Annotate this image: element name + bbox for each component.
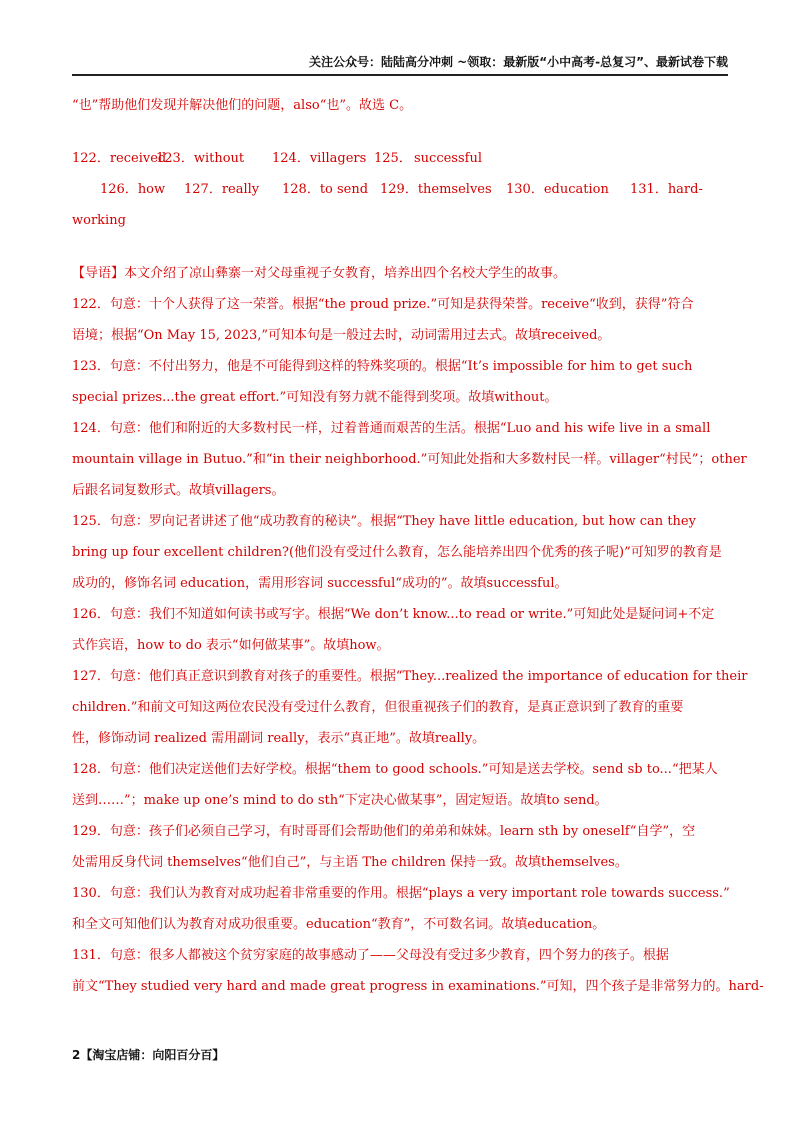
- page-header: 关注公众号：陆陆高分冲刺 ~领取：最新版“小中高考-总复习”、最新试卷下载: [72, 52, 728, 76]
- explanation-line: 语境；根据“On May 15, 2023,”可知本句是一般过去时，动词需用过去式。故填received。: [72, 328, 611, 343]
- explanation-line: 127．句意：他们真正意识到教育对孩子的重要性。根据“They...realized the importance of education for their: [72, 669, 748, 684]
- explanation-line: 128．句意：他们决定送他们去好学校。根据“them to good schools.”可知是送去学校。send sb to...“把某人: [72, 762, 718, 777]
- explanation-line: 性，修饰动词 realized 需用副词 really，表示“真正地”。故填really。: [72, 731, 486, 746]
- answer-item: 122．received: [72, 151, 167, 166]
- explanation-line: 126．句意：我们不知道如何读书或写字。根据“We don’t know...to read or write.”可知此处是疑问词+不定: [72, 607, 715, 622]
- explanation-line: 129．句意：孩子们必须自己学习，有时哥哥们会帮助他们的弟弟和妹妹。learn sth by oneself“自学”，空: [72, 824, 696, 839]
- explanation-line: 130．句意：我们认为教育对成功起着非常重要的作用。根据“plays a very important role towards success.”: [72, 886, 730, 901]
- explanations: [72, 289, 764, 1002]
- answer-item: 124．villagers: [272, 151, 367, 166]
- answer-row-1: [72, 143, 728, 174]
- guide-text: 本文介绍了凉山彝寨一对父母重视子女教育，培养出四个名校大学生的故事。: [124, 266, 567, 281]
- explanation-line: mountain village in Butuo.”和“in their neighborhood.”可知此处指和大多数村民一样。villager“村民”；other: [72, 452, 747, 467]
- answer-item: 127．really: [184, 182, 260, 197]
- explanation-line: 131．句意：很多人都被这个贫穷家庭的故事感动了——父母没有受过多少教育，四个努力的孩子。根据: [72, 948, 669, 963]
- explanation-line: children.”和前文可知这两位农民没有受过什么教育，但很重视孩子们的教育，是真正意识到了教育的重要: [72, 700, 684, 715]
- answer-item: 131．hard-: [630, 182, 703, 197]
- answer-item: 125．: [374, 151, 412, 166]
- explanation-line: special prizes...the great effort.”可知没有努力就不能得到奖项。故填without。: [72, 390, 558, 405]
- explanation-line: bring up four excellent children?(他们没有受过什么教育，怎么能培养出四个优秀的孩子呢)”可知罗的教育是: [72, 545, 722, 560]
- explanation-line: 前文“They studied very hard and made great progress in examinations.”可知，四个孩子是非常努力的。hard-: [72, 979, 764, 994]
- explanation-line: 式作宾语，how to do 表示“如何做某事”。故填how。: [72, 638, 390, 653]
- answer-item: 129．themselves: [380, 182, 492, 197]
- intro-line: “也”帮助他们发现并解决他们的问题，also“也”。故选 C。: [72, 98, 413, 113]
- explanation-line: 成功的，修饰名词 education，需用形容词 successful“成功的”。故填successful。: [72, 576, 568, 591]
- answer-item: successful: [414, 151, 482, 166]
- guide-tag: 【导语】: [72, 266, 125, 281]
- answer-row-3: working: [72, 213, 126, 228]
- explanation-line: 后跟名词复数形式。故填villagers。: [72, 483, 285, 498]
- explanation-line: 123．句意：不付出努力，他是不可能得到这样的特殊奖项的。根据“It’s impossible for him to get such: [72, 359, 693, 374]
- explanation-line: 125．句意：罗向记者讲述了他“成功教育的秘诀”。根据“They have little education, but how can they: [72, 514, 696, 529]
- guide-line: [72, 258, 728, 289]
- answer-item: 126．how: [100, 182, 166, 197]
- answer-item: 123．without: [156, 151, 245, 166]
- page-footer: 2【淘宝店铺：向阳百分百】: [72, 1048, 225, 1062]
- explanation-line: 124．句意：他们和附近的大多数村民一样，过着普通而艰苦的生活。根据“Luo and his wife live in a small: [72, 421, 711, 436]
- explanation-line: 处需用反身代词 themselves“他们自己”，与主语 The children 保持一致。故填themselves。: [72, 855, 628, 870]
- answer-key: [72, 143, 728, 236]
- page-content: [72, 90, 764, 1002]
- answer-item: 130．education: [506, 182, 609, 197]
- explanation-line: 122．句意：十个人获得了这一荣誉。根据“the proud prize.”可知是获得荣誉。receive“收到，获得”符合: [72, 297, 694, 312]
- answer-item: 128．to send: [282, 182, 369, 197]
- explanation-line: 和全文可知他们认为教育对成功很重要。education“教育”，不可数名词。故填education。: [72, 917, 606, 932]
- explanation-line: 送到……”；make up one’s mind to do sth“下定决心做某事”，固定短语。故填to send。: [72, 793, 608, 808]
- answer-row-2: [72, 174, 728, 205]
